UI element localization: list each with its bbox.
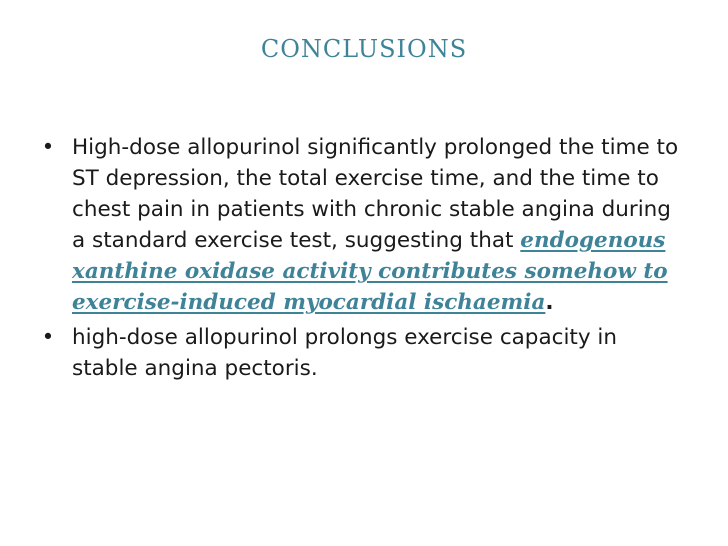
bullet-text-1-end: . <box>545 290 554 315</box>
bullet-text-2: high-dose allopurinol prolongs exercise capacity in stable angina pectoris. <box>72 325 618 381</box>
slide-title: conclusions <box>260 26 468 66</box>
bullet-item-1 <box>36 132 686 318</box>
emphasized-conclusion: endogenous xanthine oxidase activity contributes somehow to exercise-induced myocardial ischaemia <box>72 228 668 315</box>
bullet-icon: • <box>41 135 55 160</box>
bullet-item-2 <box>36 322 686 384</box>
bullet-list <box>36 132 686 388</box>
bullet-icon: • <box>41 325 55 350</box>
bullet-text-1: High-dose allopurinol significantly prolonged the time to ST depression, the total exercise time, and the time to chest pain in patients with chronic stable angina during a standard exercise test, suggesting that <box>72 135 679 253</box>
